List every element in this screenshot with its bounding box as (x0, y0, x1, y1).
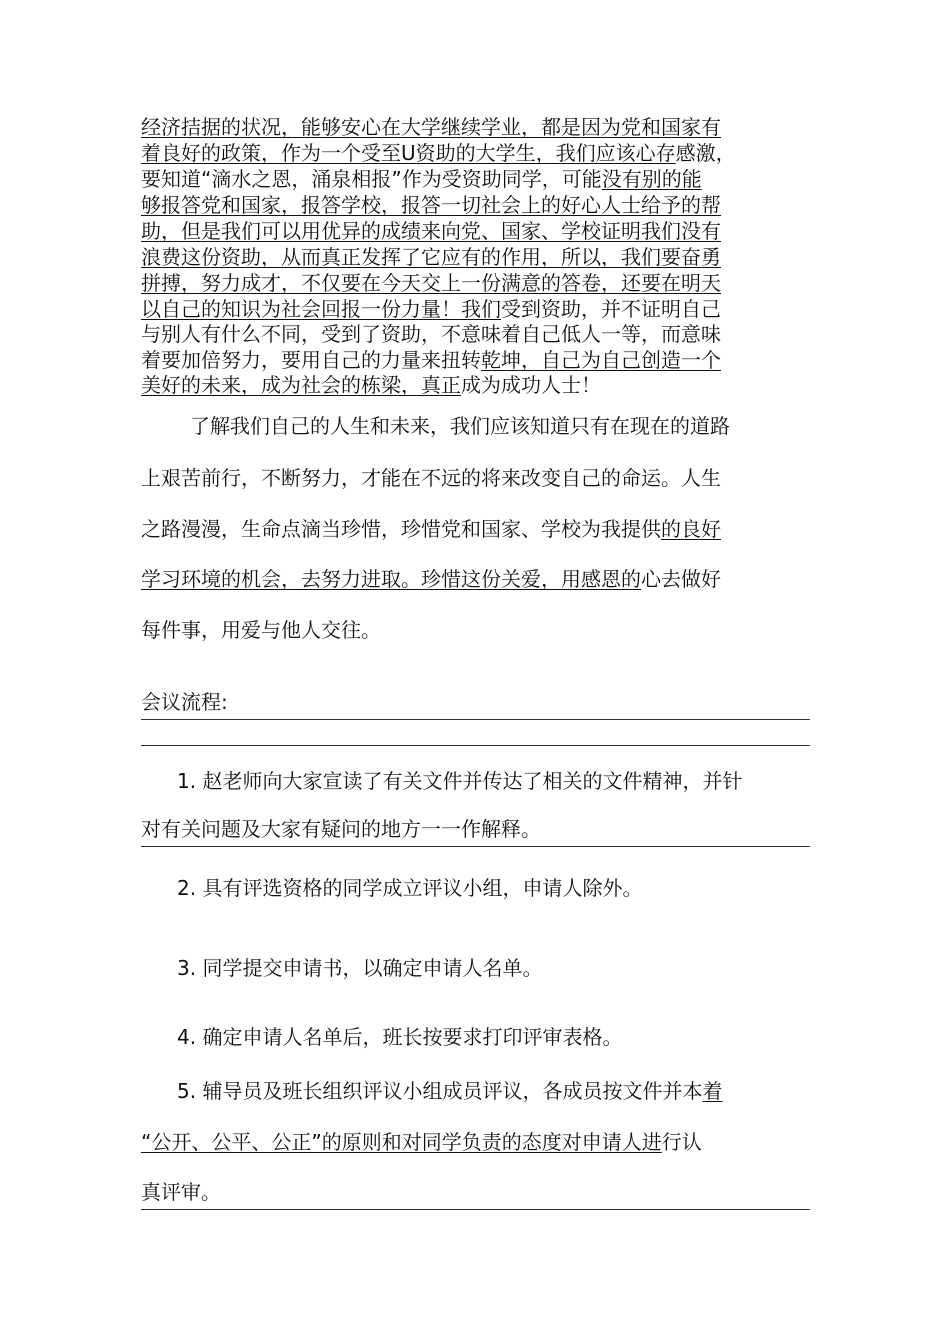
divider (141, 846, 810, 847)
paragraph-line: 经济拮据的状况，能够安心在大学继续学业，都是因为党和国家有 (141, 115, 721, 139)
paragraph-line: 美好的未来，成为社会的栋梁，真正成为成功人士！ (141, 373, 601, 397)
paragraph-line: 够报答党和国家，报答学校，报答一切社会上的好心人士给予的帮 (141, 193, 721, 217)
paragraph-line: 浪费这份资助，从而真正发挥了它应有的作用，所以，我们要奋勇 (141, 245, 721, 269)
paragraph-line: 助，但是我们可以用优异的成绩来向党、国家、学校证明我们没有 (141, 219, 721, 243)
divider (141, 745, 810, 746)
paragraph-line: 拼搏，努力成才，不仅要在今天交上一份满意的答卷，还要在明天 (141, 271, 721, 295)
divider (141, 1209, 810, 1210)
paragraph-line: 着要加倍努力，要用自己的力量来扭转乾坤，自己为自己创造一个 (141, 348, 721, 372)
paragraph-line: 与别人有什么不同，受到了资助，不意味着自己低人一等，而意味 (141, 322, 721, 346)
paragraph-line: 上艰苦前行，不断努力，才能在不远的将来改变自己的命运。人生 (141, 466, 721, 490)
list-item: “公开、公平、公正”的原则和对同学负责的态度对申请人进行认 (141, 1130, 702, 1154)
paragraph-line: 每件事，用爱与他人交往。 (141, 618, 381, 642)
paragraph-line: 学习环境的机会，去努力进取。珍惜这份关爱，用感恩的心去做好 (141, 567, 721, 591)
list-item: 1. 赵老师向大家宣读了有关文件并传达了相关的文件精神，并针 (177, 769, 743, 793)
paragraph-line: 以自己的知识为社会回报一份力量！我们受到资助，并不证明自己 (141, 297, 721, 321)
paragraph-line: 要知道“滴水之恩，涌泉相报”作为受资助同学，可能没有别的能 (141, 167, 702, 191)
list-item: 4. 确定申请人名单后，班长按要求打印评审表格。 (177, 1025, 623, 1049)
list-item: 2. 具有评选资格的同学成立评议小组，申请人除外。 (177, 876, 643, 900)
section-heading: 会议流程: (141, 690, 228, 714)
list-item: 对有关问题及大家有疑问的地方一一作解释。 (141, 817, 541, 841)
list-item: 3. 同学提交申请书，以确定申请人名单。 (177, 956, 543, 980)
list-item: 5. 辅导员及班长组织评议小组成员评议，各成员按文件并本着 (177, 1079, 723, 1103)
paragraph-line: 之路漫漫，生命点滴当珍惜，珍惜党和国家、学校为我提供的良好 (141, 517, 721, 541)
paragraph-line: 着良好的政策，作为一个受至U资助的大学生，我们应该心存感激， (141, 141, 736, 165)
divider (141, 719, 810, 720)
paragraph-line: 了解我们自己的人生和未来，我们应该知道只有在现在的道路 (190, 414, 730, 438)
list-item: 真评审。 (141, 1180, 221, 1204)
